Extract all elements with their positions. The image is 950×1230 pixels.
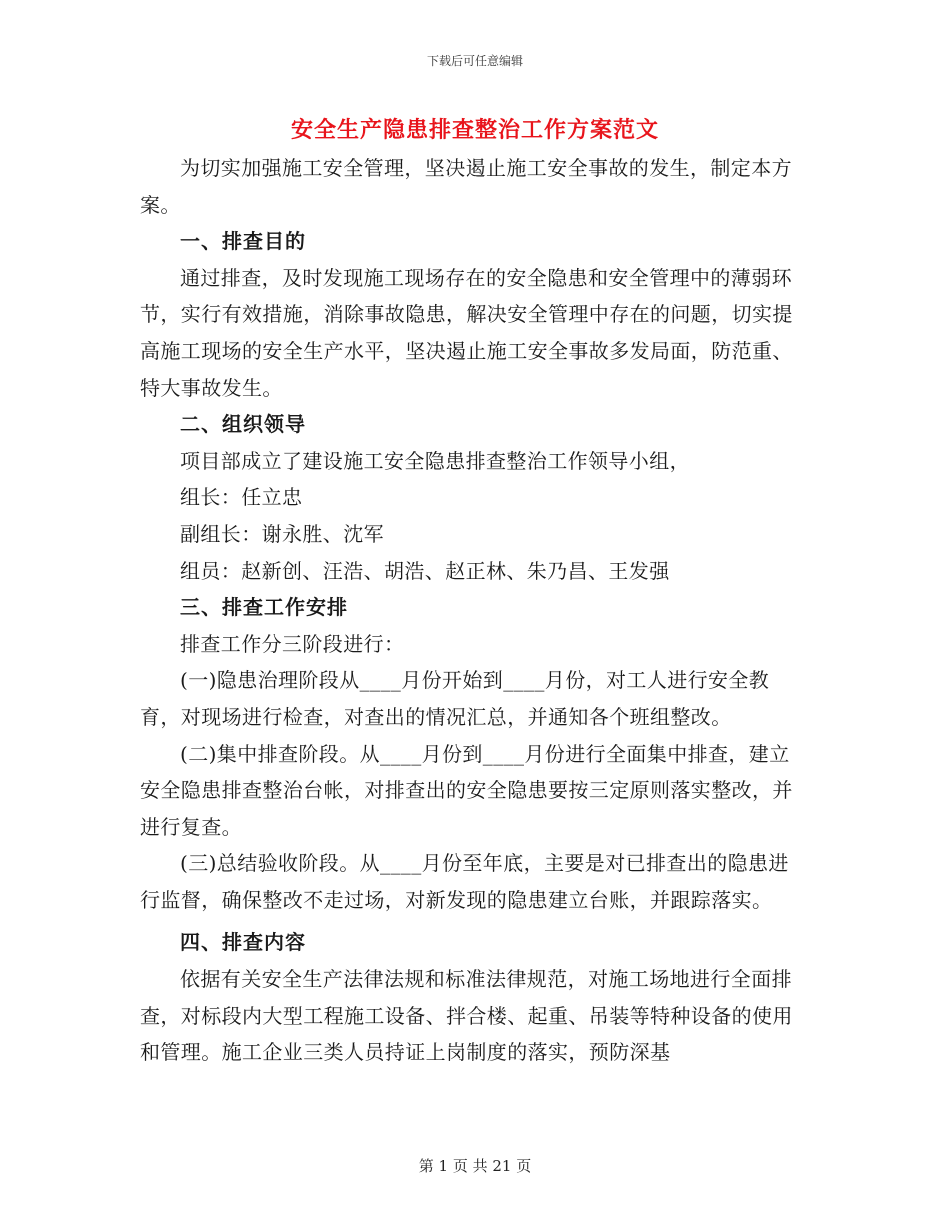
org-line-deputy: 副组长：谢永胜、沈军 bbox=[180, 521, 384, 546]
page-footer: 第 1 页 共 21 页 bbox=[418, 1157, 532, 1175]
section-heading-purpose: 一、排查目的 bbox=[180, 229, 306, 254]
section-body-purpose: 通过排查，及时发现施工现场存在的安全隐患和安全管理中的薄弱环节，实行有效措施，消除事故隐患，解决安全管理中存在的问题，切实提高施工现场的安全生产水平，坚决遏止施工安全事故多发局面，防范重、特大事故发生。 bbox=[140, 265, 793, 400]
document-body bbox=[140, 150, 800, 1071]
arrangement-phase-3: (三)总结验收阶段。从____月份至年底，主要是对已排查出的隐患进行监督，确保整改不走过场，对新发现的隐患建立台账，并跟踪落实。 bbox=[140, 851, 789, 912]
org-line-leader: 组长：任立忠 bbox=[180, 485, 303, 510]
section-heading-arrangement: 三、排查工作安排 bbox=[180, 595, 348, 620]
org-line-group: 项目部成立了建设施工安全隐患排查整治工作领导小组， bbox=[180, 448, 690, 473]
section-heading-organization: 二、组织领导 bbox=[180, 412, 306, 437]
section-body-content: 依据有关安全生产法律法规和标准法律规范，对施工场地进行全面排查，对标段内大型工程施工设备、拌合楼、起重、吊装等特种设备的使用和管理。施工企业三类人员持证上岗制度的落实，预防深基 bbox=[140, 967, 793, 1065]
section-heading-content: 四、排查内容 bbox=[180, 930, 306, 955]
intro-paragraph: 为切实加强施工安全管理，坚决遏止施工安全事故的发生，制定本方案。 bbox=[140, 156, 792, 217]
document-title: 安全生产隐患排查整治工作方案范文 bbox=[290, 117, 659, 143]
arrangement-phase-2: (二)集中排查阶段。从____月份到____月份进行全面集中排查，建立安全隐患排查整治台帐，对排查出的安全隐患要按三定原则落实整改，并进行复查。 bbox=[140, 741, 793, 839]
org-line-members: 组员：赵新创、汪浩、胡浩、赵正林、朱乃昌、王发强 bbox=[180, 558, 670, 583]
header-note: 下载后可任意编辑 bbox=[426, 54, 523, 68]
arrangement-phase-1: (一)隐患治理阶段从____月份开始到____月份，对工人进行安全教育，对现场进行检查，对查出的情况汇总，并通知各个班组整改。 bbox=[140, 668, 770, 729]
arrangement-intro: 排查工作分三阶段进行： bbox=[180, 631, 405, 656]
